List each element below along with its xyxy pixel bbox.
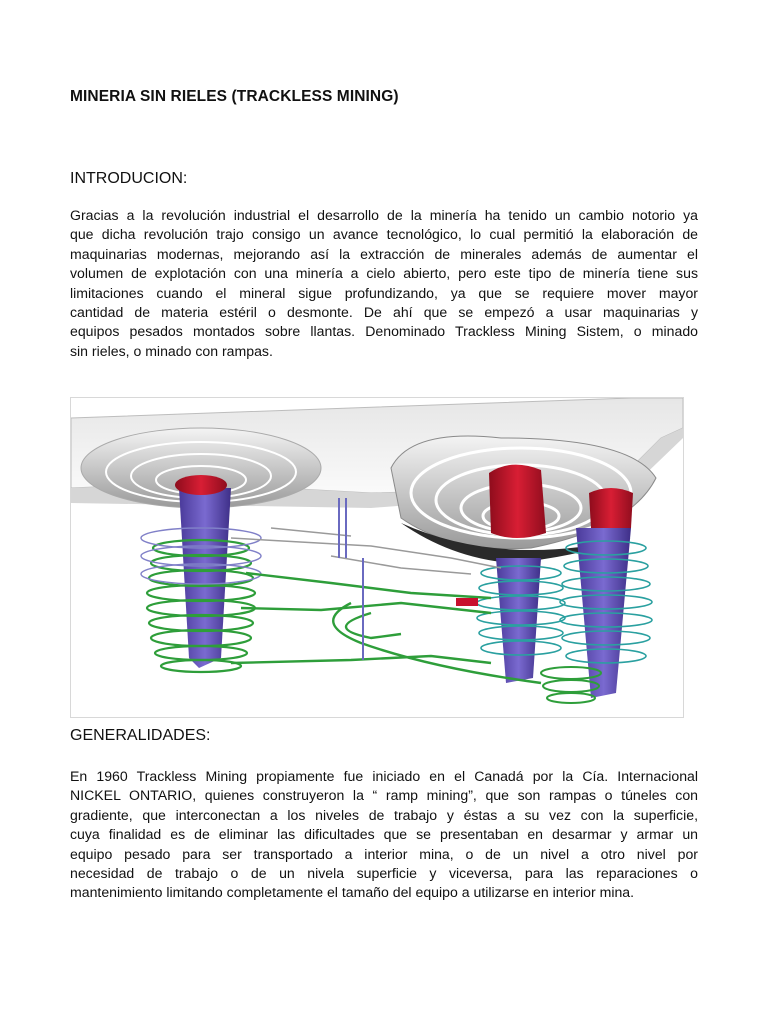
paragraph-line: gradiente, que interconectan a los niveles de trabajo y éstas a su vez con la superficie, [70, 806, 698, 823]
mine-diagram-figure [70, 397, 684, 718]
paragraph-line: equipos pesados montados sobre llantas. Denominado Trackless Mining Sistem, o minado [70, 323, 698, 340]
mine-diagram-illustration [71, 398, 683, 717]
paragraph-line: cantidad de materia estéril o desmonte. De ahí que se empezó a usar maquinarias y [70, 304, 698, 321]
paragraph-line: necesidad de trabajo o de un nivela superficie y viceversa, para las reparaciones o [70, 865, 698, 882]
paragraph-line: que dicha revolución trajo consigo un avance tecnológico, lo cual permitió la elaboración de [70, 226, 698, 243]
paragraph-line: sin rieles, o minado con rampas. [70, 342, 273, 359]
intro-paragraph [70, 206, 698, 361]
general-heading: GENERALIDADES: [70, 727, 211, 744]
general-paragraph [70, 767, 698, 903]
paragraph-line: En 1960 Trackless Mining propiamente fue iniciado en el Canadá por la Cía. Internacional [70, 768, 698, 784]
paragraph-line: cuya finalidad es de eliminar las dificultades que se presentaban en desarmar y armar un [70, 826, 698, 843]
paragraph-line: maquinarias modernas, mejorando así la extracción de minerales además de aumentar el [70, 245, 698, 262]
paragraph-line: limitaciones cuando el mineral sigue profundizando, ya que se requiere mover mayor [70, 284, 698, 301]
paragraph-line: NICKEL ONTARIO, quienes construyeron la “ ramp mining”, que son rampas o túneles con [70, 787, 698, 804]
intro-heading: INTRODUCION: [70, 170, 188, 187]
paragraph-line: mantenimiento limitando completamente el tamaño del equipo a utilizarse en interior mina. [70, 884, 635, 901]
paragraph-line: equipo pesado para ser transportado a interior mina, o de un nivel a otro nivel por [70, 845, 698, 862]
document-title: MINERIA SIN RIELES (TRACKLESS MINING) [70, 88, 399, 105]
paragraph-line: Gracias a la revolución industrial el desarrollo de la minería ha tenido un cambio notorio ya [70, 207, 698, 223]
paragraph-line: volumen de explotación con una minería a cielo abierto, pero este tipo de minería tiene sus [70, 265, 698, 282]
